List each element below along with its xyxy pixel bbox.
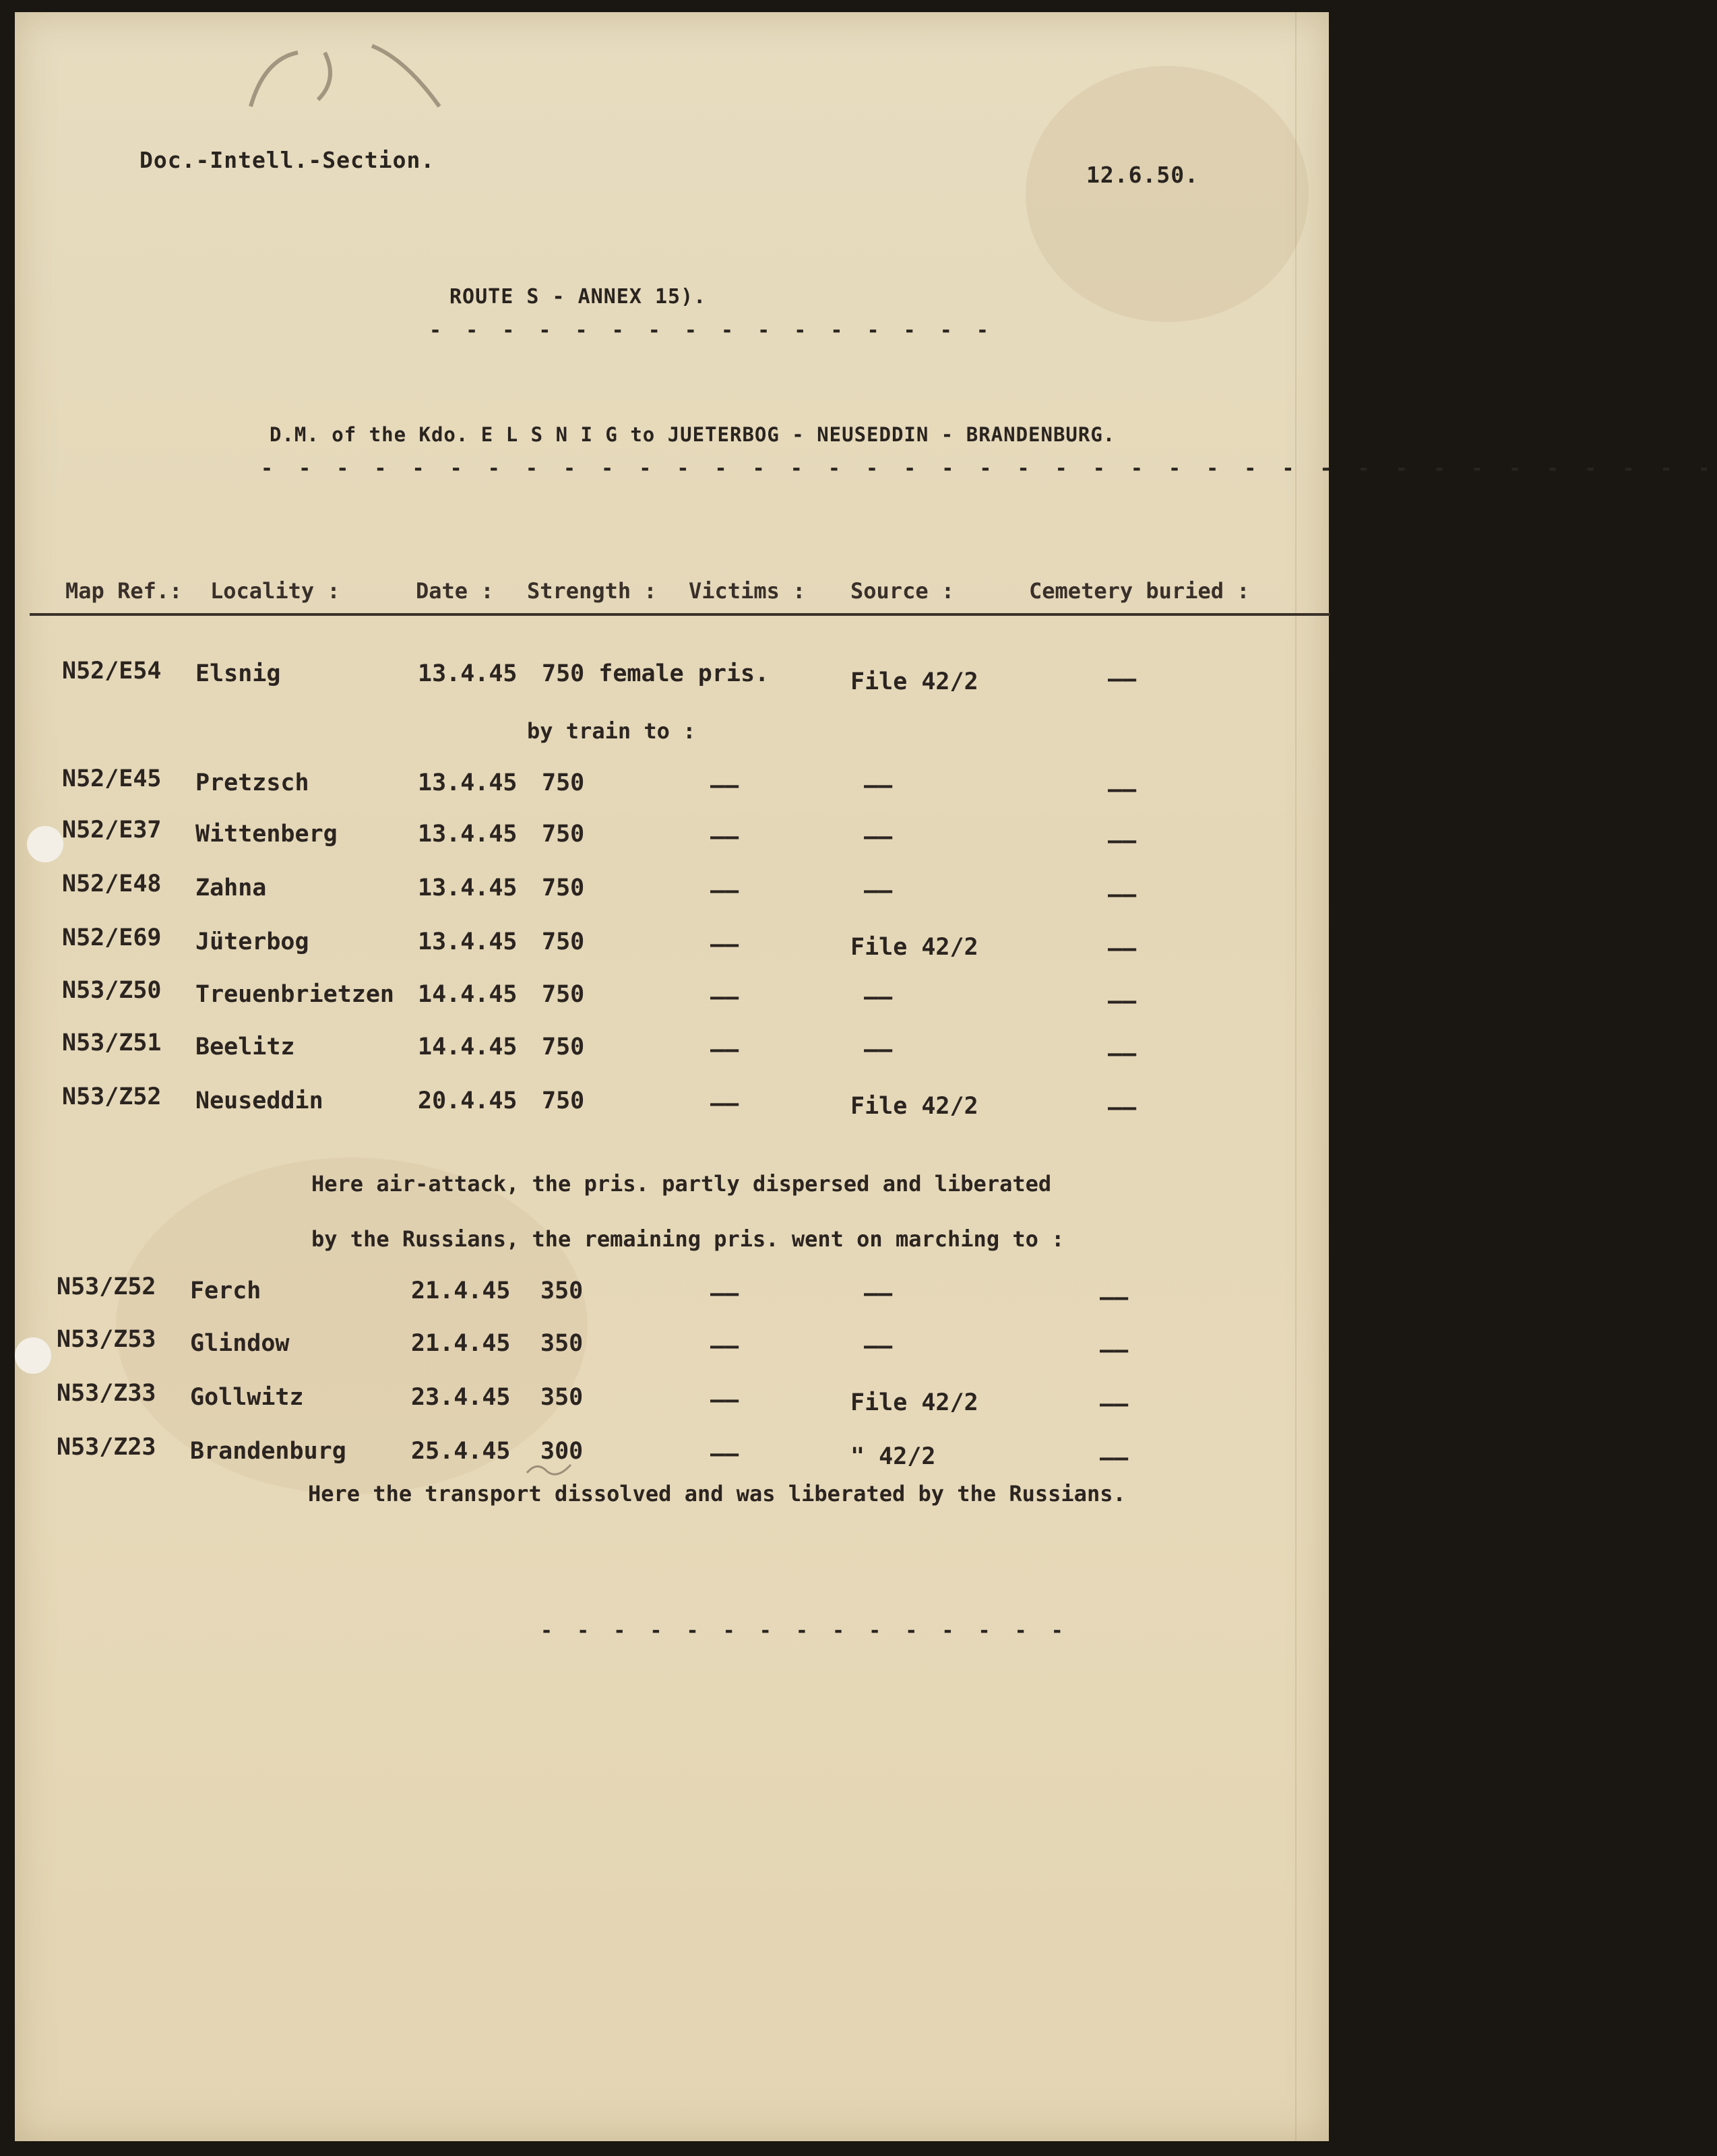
column-header-victims: Victims : xyxy=(689,578,806,604)
locality-cell: Neuseddin xyxy=(195,1087,323,1114)
header-rule xyxy=(30,613,1330,616)
map-ref-cell: N52/E48 xyxy=(62,870,162,897)
map-ref-cell: N53/Z23 xyxy=(57,1434,156,1461)
column-header-locality: Locality : xyxy=(210,578,340,604)
strength-cell: 300 xyxy=(540,1438,584,1465)
source-cell: —— xyxy=(864,1280,893,1307)
source-cell: —— xyxy=(864,1333,893,1360)
source-cell: —— xyxy=(864,877,893,904)
date-cell: 23.4.45 xyxy=(411,1384,511,1411)
strength-cell: 750 female pris. xyxy=(542,660,770,687)
strength-cell: 350 xyxy=(540,1384,584,1411)
strength-cell: 750 xyxy=(542,1034,585,1060)
subtitle-underline: - - - - - - - - - - - - - - - - - - - - - - - - - - - - - - - - - - - - - - - xyxy=(261,457,1717,480)
map-ref-cell: N53/Z52 xyxy=(57,1273,156,1300)
column-header-source: Source : xyxy=(850,578,955,604)
victims-cell: —— xyxy=(710,1036,739,1063)
cemetery-cell: —— xyxy=(1108,827,1137,854)
map-ref-cell: N53/Z50 xyxy=(62,977,162,1004)
punch-hole xyxy=(27,826,63,862)
punch-hole xyxy=(15,1337,51,1374)
paper-crease xyxy=(1295,12,1297,2141)
locality-cell: Jüterbog xyxy=(195,928,309,955)
date-cell: 14.4.45 xyxy=(418,981,518,1008)
column-header-date: Date : xyxy=(416,578,494,604)
date-cell: 14.4.45 xyxy=(418,1034,518,1060)
date-cell: 13.4.45 xyxy=(418,928,518,955)
note-remaining: by the Russians, the remaining pris. went on marching to : xyxy=(311,1226,1065,1252)
locality-cell: Ferch xyxy=(190,1277,261,1304)
locality-cell: Treuenbrietzen xyxy=(195,981,395,1008)
map-ref-cell: N53/Z33 xyxy=(57,1380,156,1407)
cemetery-cell: —— xyxy=(1108,776,1137,803)
victims-cell: —— xyxy=(710,1333,739,1360)
cemetery-cell: —— xyxy=(1108,1094,1137,1121)
cemetery-cell: —— xyxy=(1100,1284,1129,1311)
map-ref-cell: N53/Z51 xyxy=(62,1029,162,1056)
strength-cell: 750 xyxy=(542,1087,585,1114)
subtitle: D.M. of the Kdo. E L S N I G to JUETERBOG - NEUSEDDIN - BRANDENBURG. xyxy=(270,423,1116,446)
locality-cell: Elsnig xyxy=(195,660,281,687)
victims-cell: —— xyxy=(710,772,739,799)
locality-cell: Beelitz xyxy=(195,1034,295,1060)
strength-cell: 350 xyxy=(540,1330,584,1357)
victims-cell: —— xyxy=(710,1387,739,1414)
strength-cell: 750 xyxy=(542,981,585,1008)
cemetery-cell: —— xyxy=(1100,1391,1129,1418)
victims-cell: —— xyxy=(710,1090,739,1117)
cemetery-cell: —— xyxy=(1108,666,1137,693)
route-title: ROUTE S - ANNEX 15). xyxy=(449,285,707,309)
victims-cell: —— xyxy=(710,1440,739,1467)
source-cell: File 42/2 xyxy=(850,1389,978,1416)
locality-cell: Zahna xyxy=(195,875,267,901)
column-header-map-ref: Map Ref.: xyxy=(65,578,183,604)
cemetery-cell: —— xyxy=(1108,1040,1137,1067)
date-cell: 13.4.45 xyxy=(418,660,518,687)
date-cell: 13.4.45 xyxy=(418,769,518,796)
source-cell: File 42/2 xyxy=(850,1093,978,1120)
map-ref-cell: N52/E54 xyxy=(62,658,162,685)
title-underline: - - - - - - - - - - - - - - - - xyxy=(429,319,995,342)
section-header: Doc.-Intell.-Section. xyxy=(139,147,435,173)
locality-cell: Gollwitz xyxy=(190,1384,304,1411)
strength-cell: 750 xyxy=(542,821,585,848)
cemetery-cell: —— xyxy=(1108,935,1137,962)
victims-cell: —— xyxy=(710,931,739,958)
victims-cell: —— xyxy=(710,984,739,1011)
date-cell: 21.4.45 xyxy=(411,1277,511,1304)
source-cell: —— xyxy=(864,984,893,1011)
cemetery-cell: —— xyxy=(1108,988,1137,1015)
date-cell: 21.4.45 xyxy=(411,1330,511,1357)
date-cell: 25.4.45 xyxy=(411,1438,511,1465)
document-date: 12.6.50. xyxy=(1086,162,1199,188)
cemetery-cell: —— xyxy=(1108,881,1137,908)
column-header-strength: Strength : xyxy=(527,578,657,604)
map-ref-cell: N52/E69 xyxy=(62,924,162,951)
source-cell: —— xyxy=(864,772,893,799)
strength-cell: 750 xyxy=(542,928,585,955)
handwritten-scribble xyxy=(237,32,466,120)
locality-cell: Wittenberg xyxy=(195,821,338,848)
note-air-attack: Here air-attack, the pris. partly dispersed and liberated xyxy=(311,1171,1052,1197)
end-line: - - - - - - - - - - - - - - - xyxy=(540,1619,1069,1643)
cemetery-cell: —— xyxy=(1100,1445,1129,1471)
by-train-note: by train to : xyxy=(527,718,696,744)
source-cell: " 42/2 xyxy=(850,1443,936,1470)
strength-cell: 750 xyxy=(542,769,585,796)
victims-cell: —— xyxy=(710,877,739,904)
handwritten-mark xyxy=(524,1459,577,1480)
date-cell: 20.4.45 xyxy=(418,1087,518,1114)
paper-stain xyxy=(1026,66,1309,322)
strength-cell: 350 xyxy=(540,1277,584,1304)
source-cell: —— xyxy=(864,823,893,850)
column-header-cemetery: Cemetery buried : xyxy=(1029,578,1250,604)
cemetery-cell: —— xyxy=(1100,1337,1129,1364)
map-ref-cell: N53/Z52 xyxy=(62,1083,162,1110)
victims-cell: —— xyxy=(710,823,739,850)
locality-cell: Glindow xyxy=(190,1330,290,1357)
locality-cell: Brandenburg xyxy=(190,1438,346,1465)
date-cell: 13.4.45 xyxy=(418,821,518,848)
strength-cell: 750 xyxy=(542,875,585,901)
paper-stain xyxy=(116,1158,588,1494)
note-dissolved: Here the transport dissolved and was liberated by the Russians. xyxy=(308,1481,1126,1507)
map-ref-cell: N52/E45 xyxy=(62,765,162,792)
document-sheet xyxy=(15,12,1717,2141)
source-cell: File 42/2 xyxy=(850,934,978,961)
locality-cell: Pretzsch xyxy=(195,769,309,796)
source-cell: —— xyxy=(864,1036,893,1063)
map-ref-cell: N52/E37 xyxy=(62,817,162,844)
date-cell: 13.4.45 xyxy=(418,875,518,901)
source-cell: File 42/2 xyxy=(850,668,978,695)
map-ref-cell: N53/Z53 xyxy=(57,1326,156,1353)
victims-cell: —— xyxy=(710,1280,739,1307)
